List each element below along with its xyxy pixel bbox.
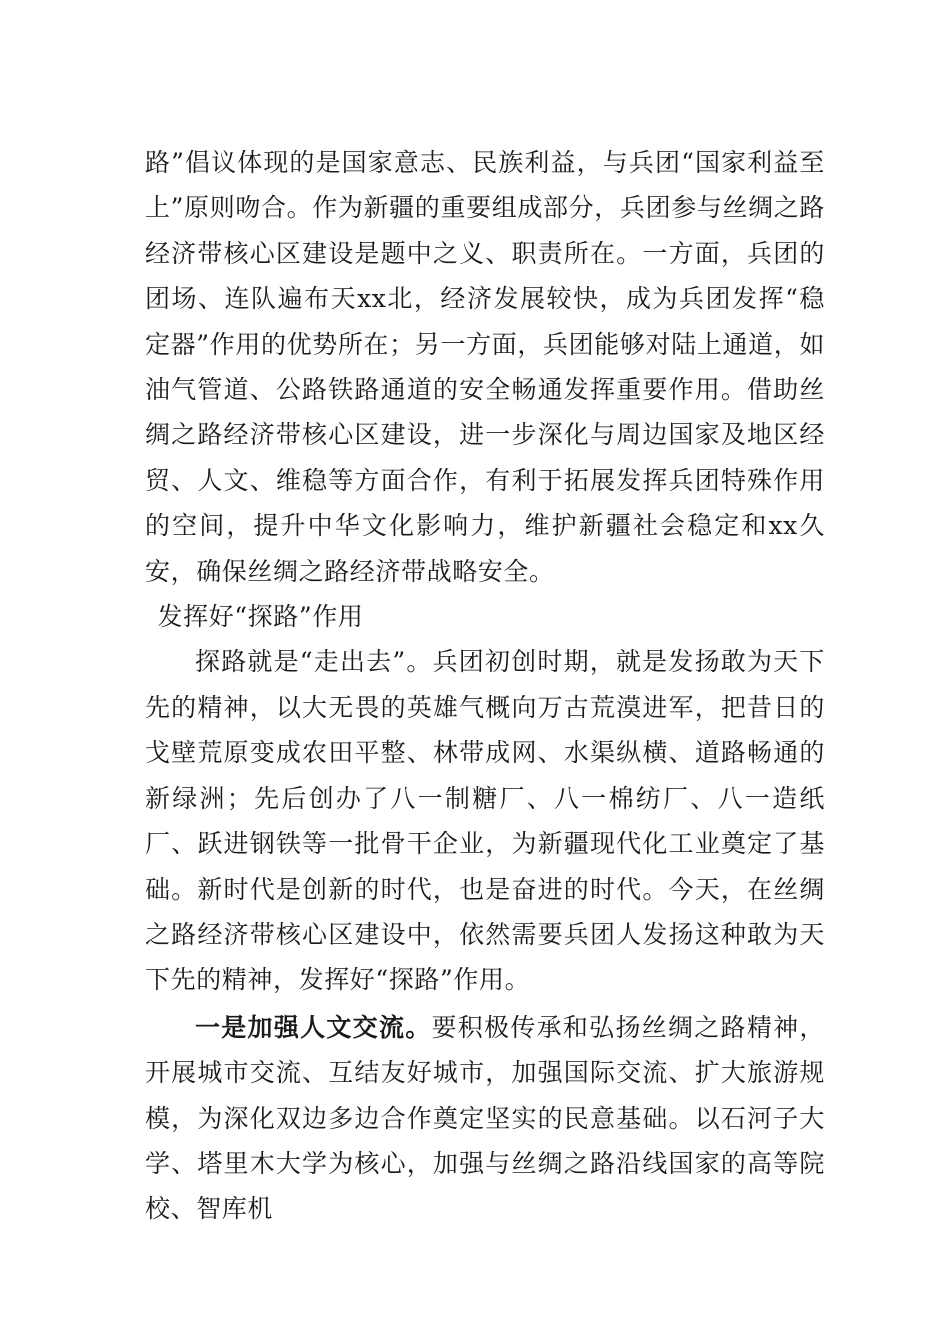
section-heading: 发挥好“探路”作用	[157, 602, 364, 632]
paragraph-body: 要积极传承和弘扬丝绸之路精神，开展城市交流、互结友好城市，加强国际交流、扩大旅游规模，为深化双边多边合作奠定坚实的民意基础。以石河子大学、塔里木大学为核心，加强与丝绸之路沿线国家的高等院校、智库机	[145, 1012, 825, 1224]
paragraph-continuation: 路”倡议体现的是国家意志、民族利益，与兵团“国家利益至上”原则吻合。作为新疆的重要组成部分，兵团参与丝绸之路经济带核心区建设是题中之义、职责所在。一方面，兵团的团场、连队遍布天xx北，经济发展较快，成为兵团发挥“稳定器”作用的优势所在；另一方面，兵团能够对陆上通道，如油气管道、公路铁路通道的安全畅通发挥重要作用。借助丝绸之路经济带核心区建设，进一步深化与周边国家及地区经贸、人文、维稳等方面合作，有利于拓展发挥兵团特殊作用的空间，提升中华文化影响力，维护新疆社会稳定和xx久安，确保丝绸之路经济带战略安全。	[145, 148, 825, 586]
document-body	[145, 140, 825, 1232]
paragraph-lead: 一是加强人文交流。	[195, 1012, 432, 1042]
paragraph-explore: 探路就是“走出去”。兵团初创时期，就是发扬敢为天下先的精神，以大无畏的英雄气概向万古荒漠进军，把昔日的戈壁荒原变成农田平整、林带成网、水渠纵横、道路畅通的新绿洲；先后创办了八一制糖厂、八一棉纺厂、八一造纸厂、跃进钢铁等一批骨干企业，为新疆现代化工业奠定了基础。新时代是创新的时代，也是奋进的时代。今天，在丝绸之路经济带核心区建设中，依然需要兵团人发扬这种敢为天下先的精神，发挥好“探路”作用。	[145, 647, 825, 995]
paragraph-cultural-exchange	[145, 1005, 825, 1232]
